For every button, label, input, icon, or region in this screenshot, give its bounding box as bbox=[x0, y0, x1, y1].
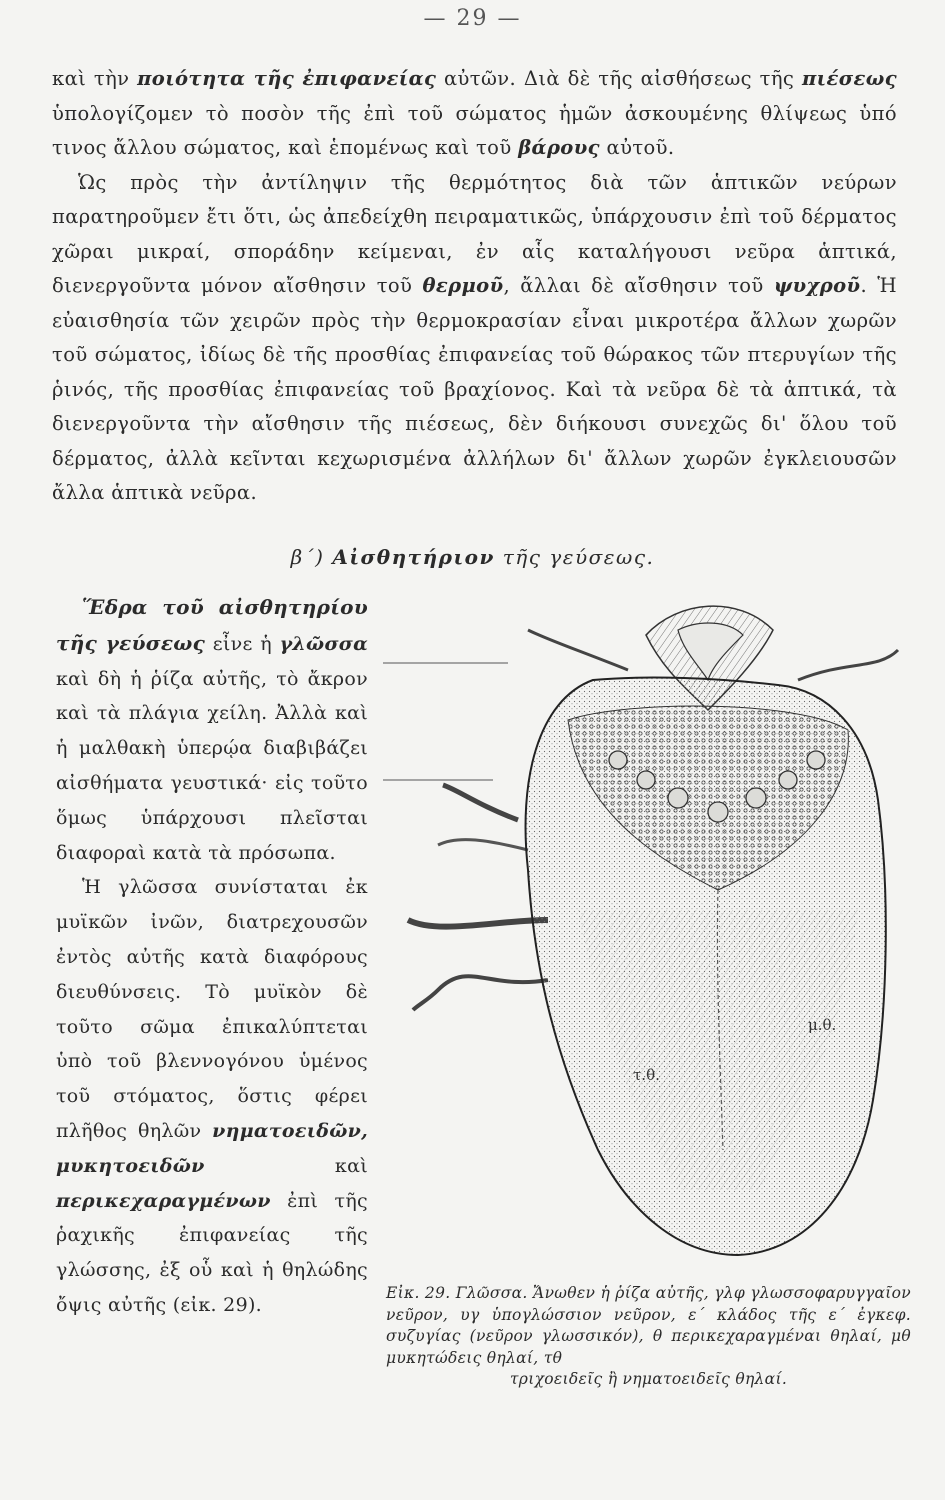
term-weight: βάρους bbox=[518, 136, 600, 159]
paragraph-2: Ὡς πρὸς τὴν ἀντίληψιν τῆς θερμότητος διὰ τῶν ἁπτικῶν νεύρων παρατηροῦμεν ἔτι ὅτι, ὡς ἀπεδείχθη πειραματικῶς, ὑπάρχουσιν ἐπὶ τοῦ δέρματος χῶραι μικραί, σποράδην κείμεναι, ἐν αἷς καταλήγουσι νεῦρα ἁπτικά, διενεργοῦντα μόνον αἴσθησιν τοῦ θερμοῦ, ἄλλαι δὲ αἴσθησιν τοῦ ψυχροῦ. Ἡ εὐαισθησία τῶν χειρῶν πρὸς τὴν θερμοκρασίαν εἶναι μικροτέρα ἄλλων χωρῶν τοῦ σώματος, ἰδίως δὲ τῆς προσθίας ἐπιφανείας τοῦ θώρακος τῶν πτερυγίων τῆς ῥινός, τῆς προσθίας ἐπιφανείας τοῦ βραχίονος. Καὶ τὰ νεῦρα δὲ τὰ ἁπτικά, τὰ διενεργοῦντα τὴν αἴσθησιν τῆς πιέσεως, δὲν διήκουσι συνεχῶς δι' ὅλου τοῦ δέρματος, ἀλλὰ κεῖνται κεχωρισμένα ἀλλήλων δι' ἄλλων χωρῶν ἐγκλειουσῶν ἄλλα ἁπτικὰ νεῦρα. bbox=[52, 170, 898, 504]
term-tongue: γλῶσσα bbox=[279, 632, 368, 655]
section-heading: β΄) Αἰσθητήριον τῆς γεύσεως. bbox=[290, 545, 655, 569]
paragraph-1: καὶ τὴν ποιότητα τῆς ἐπιφανείας αὐτῶν. Διὰ δὲ τῆς αἰσθήσεως τῆς πιέσεως ὑπολογίζομεν τὸ ποσὸν τῆς ἐπὶ τοῦ σώματος ἡμῶν ἀσκουμένης θλίψεως ὑπό τινος ἄλλου σώματος, καὶ ἑπομένως καὶ τοῦ βάρους αὐτοῦ. bbox=[52, 67, 897, 159]
label-mth: μ.θ. bbox=[808, 1016, 837, 1034]
caption-text: Ἄνωθεν ἡ ῥίζα αὐτῆς, γλφ γλωσσοφαρυγγαῖον νεῦρον, υγ ὑπογλώσσιον νεῦρον, ε΄ κλάδος τῆς ε΄ ἐγκεφ. συζυγίας (νεῦρον γλωσσικόν), θ περικεχαραγμέναι θηλαί, μθ μυκητώδεις θηλαί, τθ bbox=[386, 1284, 912, 1367]
term-pressure: πιέσεως bbox=[801, 67, 897, 90]
tongue-illustration bbox=[378, 590, 913, 1265]
term-papillae-types: νηματοειδῶν, μυκητοειδῶν bbox=[56, 1119, 368, 1177]
term-circumvallate: περικεχαραγμένων bbox=[56, 1189, 271, 1212]
caption-label: Εἰκ. 29. bbox=[386, 1284, 451, 1302]
caption-last-line: τριχοειδεῖς ἢ νηματοειδεῖς θηλαί. bbox=[509, 1370, 788, 1388]
left-column-text bbox=[56, 590, 368, 1323]
tongue-engraving-icon bbox=[378, 590, 913, 1265]
page-number: — 29 — bbox=[423, 6, 522, 31]
figure-caption bbox=[386, 1283, 911, 1391]
paragraph-4: Ἡ γλῶσσα συνίσταται ἐκ μυϊκῶν ἰνῶν, διατρεχουσῶν ἐντὸς αὐτῆς κατὰ διαφόρους διευθύνσεις. Τὸ μυϊκὸν δὲ τοῦτο σῶμα ἐπικαλύπτεται ὑπὸ τοῦ βλεννογόνου ὑμένος τοῦ στόματος, ὅστις φέρει πλῆθος θηλῶν νηματοειδῶν, μυκητοειδῶν καὶ περικεχαραγμένων ἐπὶ τῆς ῥαχικῆς ἐπιφανείας τῆς γλώσσης, ἐξ οὗ καὶ ἡ θηλώδης ὄψις αὐτῆς (εἰκ. 29). bbox=[56, 876, 368, 1316]
lead-phrase: Ἕδρα τοῦ αἰσθητηρίου τῆς γεύσεως bbox=[56, 595, 368, 655]
label-th: τ.θ. bbox=[633, 1066, 660, 1084]
caption-title: Γλῶσσα. bbox=[450, 1284, 533, 1302]
body-text-top bbox=[52, 62, 897, 511]
paragraph-3: Ἕδρα τοῦ αἰσθητηρίου τῆς γεύσεως εἶνε ἡ γλῶσσα καὶ δὴ ἡ ῥίζα αὐτῆς, τὸ ἄκρον καὶ τὰ πλάγια χείλη. Ἀλλὰ καὶ ἡ μαλθακὴ ὑπερῴα διαβιβάζει αἰσθήματα γευστικά· εἰς τοῦτο ὅμως ὑπάρχουσι πλεῖσται διαφοραὶ κατὰ τὰ πρόσωπα. bbox=[56, 595, 368, 864]
term-warm: θερμοῦ bbox=[422, 274, 504, 297]
term-cold: ψυχροῦ bbox=[773, 274, 861, 297]
term-quality-surface: ποιότητα τῆς ἐπιφανείας bbox=[137, 67, 437, 90]
